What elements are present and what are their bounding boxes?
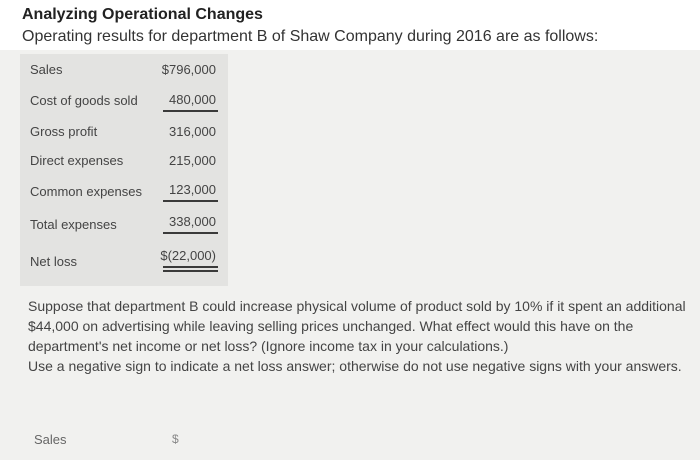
page-subtitle: Operating results for department B of Shaw Company during 2016 are as follows: xyxy=(22,28,599,45)
double-rule-bottom xyxy=(163,270,218,272)
row-label-total-expenses: Total expenses xyxy=(30,217,117,232)
header xyxy=(0,0,700,50)
currency-symbol: $ xyxy=(172,432,179,446)
question-text xyxy=(28,296,696,376)
row-label-cost-of-goods-sold: Cost of goods sold xyxy=(30,93,138,108)
row-value-gross-profit: 316,000 xyxy=(169,124,216,139)
question-paragraph: Suppose that department B could increase physical volume of product sold by 10% if it spent an additional $44,000 on advertising while leaving selling prices unchanged. What effect would this have on the department's net income or net loss? (Ignore income tax in your calculations.) xyxy=(28,298,686,354)
row-label-sales: Sales xyxy=(30,62,63,77)
row-label-gross-profit: Gross profit xyxy=(30,124,98,139)
row-label-net-loss: Net loss xyxy=(30,254,77,269)
row-value-total-expenses: 338,000 xyxy=(169,214,216,229)
sales-answer-input[interactable] xyxy=(182,428,246,450)
row-value-common-expenses: 123,000 xyxy=(169,182,216,197)
subtotal-rule xyxy=(163,232,218,234)
row-value-direct-expenses: 215,000 xyxy=(169,153,216,168)
row-value-cost-of-goods-sold: 480,000 xyxy=(169,92,216,107)
row-value-sales: $796,000 xyxy=(161,62,216,77)
subtotal-rule xyxy=(163,110,218,112)
double-rule-top xyxy=(163,266,218,268)
instruction-paragraph: Use a negative sign to indicate a net loss answer; otherwise do not use negative signs with your answers. xyxy=(28,358,682,374)
row-label-direct-expenses: Direct expenses xyxy=(30,153,124,168)
operating-results-table xyxy=(20,54,228,286)
answer-sales-label: Sales xyxy=(34,432,67,447)
page-title: Analyzing Operational Changes xyxy=(22,6,263,23)
row-label-common-expenses: Common expenses xyxy=(30,184,142,199)
row-value-net-loss: $(22,000) xyxy=(160,248,216,263)
subtotal-rule xyxy=(163,200,218,202)
